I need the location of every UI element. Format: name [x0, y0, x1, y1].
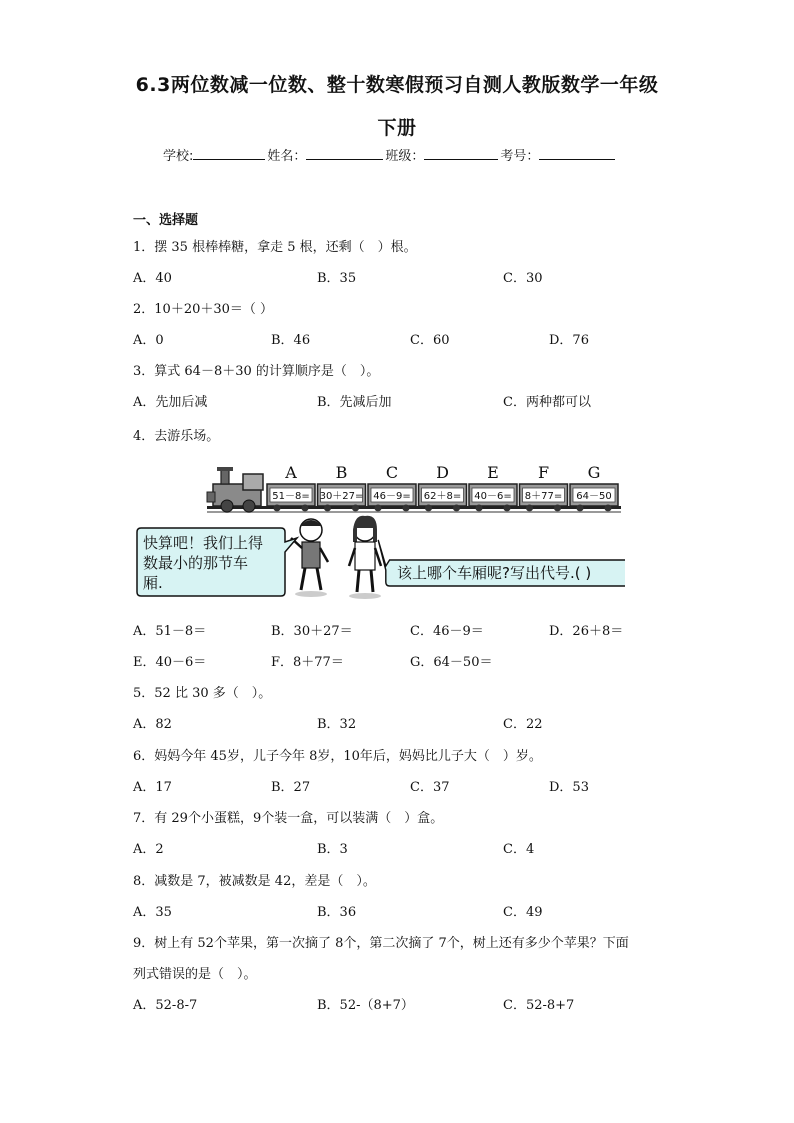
- question-8-option-b[interactable]: B．36: [317, 905, 357, 920]
- train-car-wheel: [403, 505, 410, 512]
- document-title-line1: 6.3两位数减一位数、整十数寒假预习自测人教版数学一年级: [135, 74, 659, 96]
- question-1-option-b[interactable]: B．35: [317, 271, 357, 286]
- class-blank[interactable]: [424, 147, 498, 160]
- train-car-expression: 8＋77=: [524, 491, 563, 502]
- train-car-letter: E: [487, 463, 499, 482]
- question-4-option-e[interactable]: E．40－6＝: [133, 655, 207, 670]
- question-9-stem-line1: 9．树上有 52个苹果，第一次摘了 8个，第二次摘了 7个，树上还有多少个苹果？下面: [133, 936, 629, 951]
- girl-figure-icon: [349, 516, 381, 599]
- school-label: 学校:: [163, 149, 194, 164]
- question-9-option-a[interactable]: A．52-8-7: [133, 998, 198, 1013]
- question-4-option-d[interactable]: D．26＋8＝: [549, 624, 624, 639]
- name-blank[interactable]: [306, 147, 383, 160]
- question-9-option-c[interactable]: C．52-8+7: [503, 998, 575, 1013]
- train-car-letter: D: [436, 463, 449, 482]
- train-car-g: [570, 463, 618, 512]
- boy-figure-icon: [291, 519, 328, 597]
- question-2-option-d[interactable]: D．76: [549, 333, 589, 348]
- question-6-option-a[interactable]: A．17: [133, 780, 172, 795]
- train-car-wheel: [375, 505, 382, 512]
- question-7-option-b[interactable]: B．3: [317, 842, 348, 857]
- train-car-a: [267, 463, 315, 512]
- train-car-wheel: [324, 505, 331, 512]
- train-car-expression: 30＋27=: [319, 491, 364, 502]
- train-car-letter: A: [285, 463, 297, 482]
- train-car-wheel: [504, 505, 511, 512]
- train-car-wheel: [577, 505, 584, 512]
- question-8-option-a[interactable]: A．35: [133, 905, 172, 920]
- class-label: 班级：: [385, 149, 425, 164]
- train-figure: [135, 458, 625, 608]
- speech-bubble-right: [378, 540, 625, 586]
- number-label: 考号：: [500, 149, 540, 164]
- question-6-option-d[interactable]: D．53: [549, 780, 589, 795]
- school-blank[interactable]: [193, 147, 265, 160]
- train-car-wheel: [605, 505, 612, 512]
- question-2-option-c[interactable]: C．60: [410, 333, 450, 348]
- student-info-row: [163, 145, 617, 164]
- bubble-left-line2: 数最小的那节车: [143, 554, 249, 572]
- question-4-stem: 4．去游乐场。: [133, 429, 220, 444]
- question-1-stem: 1．摆 35 根棒棒糖，拿走 5 根，还剩（ ）根。: [133, 240, 417, 255]
- train-car-letter: G: [587, 463, 601, 482]
- question-3-option-c[interactable]: C．两种都可以: [503, 395, 591, 410]
- question-7-stem: 7．有 29个小蛋糕，9个装一盒，可以装满（ ）盒。: [133, 811, 444, 826]
- bubble-left-line1: 快算吧！我们上得: [143, 534, 264, 552]
- train-car-expression: 62＋8=: [423, 491, 462, 502]
- question-5-option-a[interactable]: A．82: [133, 717, 172, 732]
- question-6-stem: 6．妈妈今年 45岁，儿子今年 8岁，10年后，妈妈比儿子大（ ）岁。: [133, 749, 542, 764]
- train-car-c: [368, 463, 416, 512]
- question-9-option-b[interactable]: B．52-（8+7）: [317, 998, 414, 1013]
- document-title-line2: 下册: [377, 117, 417, 139]
- question-8-option-c[interactable]: C．49: [503, 905, 543, 920]
- train-car-f: [520, 463, 568, 512]
- train-car-letter: F: [537, 463, 550, 482]
- question-4-option-a[interactable]: A．51－8＝: [133, 624, 207, 639]
- question-2-stem: 2．10＋20＋30＝（ ）: [133, 302, 274, 317]
- train-car-letter: C: [385, 463, 399, 482]
- train-car-wheel: [425, 505, 432, 512]
- question-4-option-b[interactable]: B．30＋27＝: [271, 624, 353, 639]
- question-4-option-c[interactable]: C．46－9＝: [410, 624, 484, 639]
- train-car-b: [318, 463, 366, 512]
- section-title: 一、选择题: [133, 213, 199, 228]
- question-3-stem: 3．算式 64－8＋30 的计算顺序是（ ）。: [133, 364, 380, 379]
- train-car-expression: 51－8=: [272, 491, 310, 502]
- locomotive-icon: [207, 467, 263, 512]
- question-7-option-c[interactable]: C．4: [503, 842, 535, 857]
- question-4-option-g[interactable]: G．64－50＝: [410, 655, 493, 670]
- question-5-stem: 5．52 比 30 多（ ）。: [133, 686, 272, 701]
- bubble-left-line3: 厢.: [143, 574, 163, 592]
- question-2-option-a[interactable]: A．0: [133, 333, 164, 348]
- question-5-option-c[interactable]: C．22: [503, 717, 543, 732]
- question-2-option-b[interactable]: B．46: [271, 333, 311, 348]
- train-car-letter: B: [335, 463, 348, 482]
- train-car-d: [419, 463, 467, 512]
- train-car-expression: 40－6=: [474, 491, 512, 502]
- train-car-e: [469, 463, 517, 512]
- train-car-wheel: [453, 505, 460, 512]
- question-3-option-a[interactable]: A．先加后减: [133, 395, 208, 410]
- question-1-option-a[interactable]: A．40: [133, 271, 172, 286]
- train-car-wheel: [352, 505, 359, 512]
- train-car-expression: 64－50: [576, 491, 612, 502]
- question-6-option-b[interactable]: B．27: [271, 780, 311, 795]
- question-6-option-c[interactable]: C．37: [410, 780, 450, 795]
- name-label: 姓名：: [267, 149, 307, 164]
- number-blank[interactable]: [539, 147, 615, 160]
- question-3-option-b[interactable]: B．先减后加: [317, 395, 392, 410]
- question-8-stem: 8．减数是 7，被减数是 42，差是（ ）。: [133, 874, 376, 889]
- train-car-wheel: [302, 505, 309, 512]
- question-4-option-f[interactable]: F．8＋77＝: [271, 655, 344, 670]
- train-car-expression: 46－9=: [373, 491, 411, 502]
- train-car-wheel: [274, 505, 281, 512]
- speech-bubble-left: [137, 528, 297, 596]
- question-9-stem-line2: 列式错误的是（ ）。: [133, 967, 257, 982]
- question-7-option-a[interactable]: A．2: [133, 842, 164, 857]
- train-car-wheel: [554, 505, 561, 512]
- train-car-wheel: [526, 505, 533, 512]
- train-car-wheel: [476, 505, 483, 512]
- bubble-right-text: 该上哪个车厢呢?写出代号.( ): [397, 564, 592, 582]
- question-1-option-c[interactable]: C．30: [503, 271, 543, 286]
- question-5-option-b[interactable]: B．32: [317, 717, 357, 732]
